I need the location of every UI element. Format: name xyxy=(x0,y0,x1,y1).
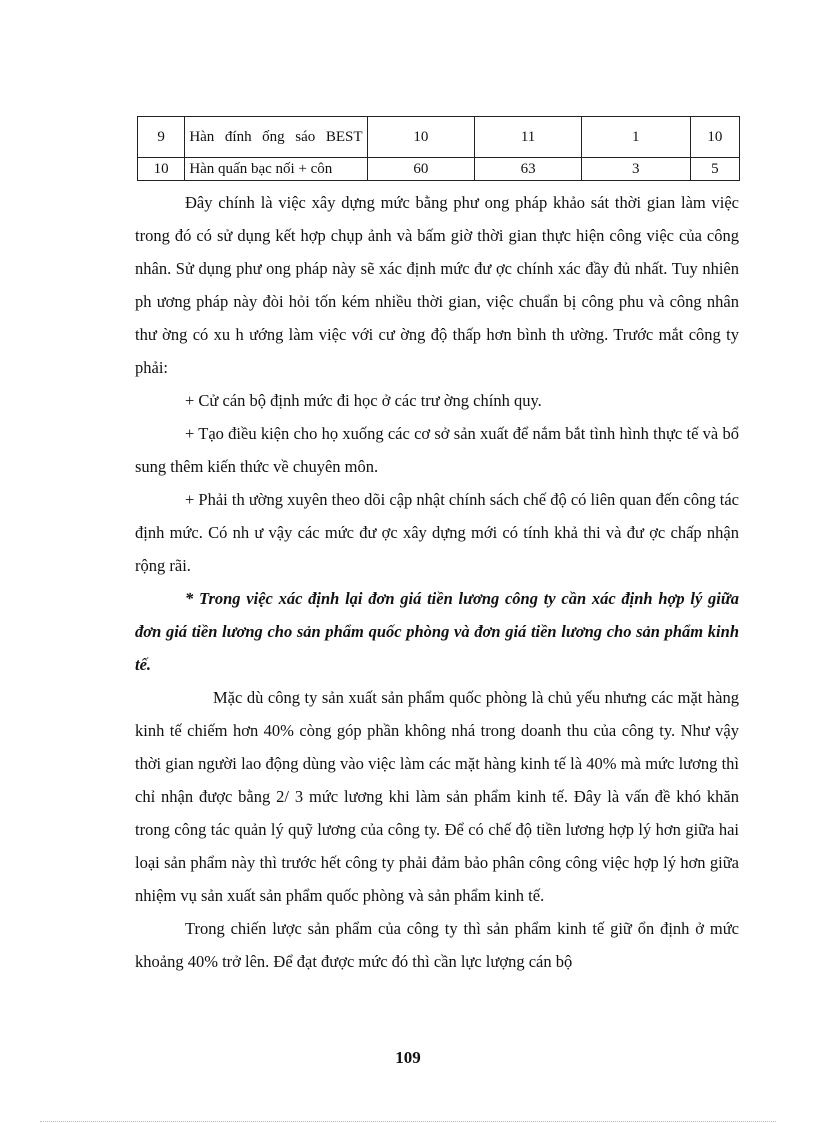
bullet-item: + Phải th ường xuyên theo dõi cập nhật chính sách chế độ có liên quan đến công tác định mức. Có nh ư vậy các mức đư ợc xây dựng mới có tính khả thi và đư ợc chấp nhận rộng rãi. xyxy=(135,490,739,575)
value-cell: 3 xyxy=(581,158,690,181)
page-number: 109 xyxy=(395,1048,421,1067)
bottom-divider xyxy=(40,1121,776,1122)
task-name: Hàn quấn bạc nối + côn xyxy=(185,158,367,181)
value-cell: 11 xyxy=(475,117,582,158)
value-cell: 5 xyxy=(690,158,739,181)
bullet-item: + Tạo điều kiện cho họ xuống các cơ sở sản xuất để nắm bắt tình hình thực tế và bổ sung thêm kiến thức về chuyên môn. xyxy=(135,424,739,476)
task-name: Hàn đính ống sáo BEST xyxy=(185,117,367,158)
data-table xyxy=(137,116,740,181)
bullet-item: + Cử cán bộ định mức đi học ở các trư ờng chính quy. xyxy=(185,391,542,410)
section-heading: * Trong việc xác định lại đơn giá tiền lương công ty cần xác định hợp lý giữa đơn giá tiền lương cho sản phẩm quốc phòng và đơn giá tiền lương cho sản phẩm kinh tế. xyxy=(135,589,739,674)
value-cell: 63 xyxy=(475,158,582,181)
row-number: 10 xyxy=(138,158,185,181)
value-cell: 10 xyxy=(367,117,475,158)
paragraph: Mặc dù công ty sản xuất sản phẩm quốc phòng là chủ yếu nhưng các mặt hàng kinh tế chiếm hơn 40% còng góp phần không nhá trong doanh thu của công ty. Như vậy thời gian người lao động dùng vào việc làm các mặt hàng kinh tế là 40% mà mức lương thì chỉ nhận được bằng 2/ 3 mức lương khi làm sản phẩm kinh tế. Đây là vấn đề khó khăn trong công tác quản lý quỹ lương của công ty. Để có chế độ tiền lương hợp lý hơn giữa hai loại sản phẩm này thì trước hết công ty phải đảm bảo phân công công việc hợp lý hơn giữa nhiệm vụ sản xuất sản phẩm quốc phòng và sản phẩm kinh tế. xyxy=(135,688,739,905)
value-cell: 1 xyxy=(581,117,690,158)
paragraph: Đây chính là việc xây dựng mức bằng phư ong pháp khảo sát thời gian làm việc trong đó có sử dụng kết hợp chụp ảnh và bấm giờ thời gian thực hiện công việc của công nhân. Sử dụng phư ong pháp này sẽ xác định mức đư ợc chính xác đầy đủ nhất. Tuy nhiên ph ương pháp này đòi hỏi tốn kém nhiều thời gian, việc chuẩn bị công phu và công nhân thư ờng có xu h ướng làm việc với cư ờng độ thấp hơn bình th ường. Trước mắt công ty phải: xyxy=(135,193,739,377)
paragraph: Trong chiến lược sản phẩm của công ty thì sản phẩm kinh tế giữ ổn định ở mức khoảng 40% trở lên. Để đạt được mức đó thì cần lực lượng cán bộ xyxy=(135,919,739,971)
value-cell: 10 xyxy=(690,117,739,158)
table-row xyxy=(138,158,740,181)
row-number: 9 xyxy=(138,117,185,158)
body-text xyxy=(135,186,739,978)
value-cell: 60 xyxy=(367,158,475,181)
table-row xyxy=(138,117,740,158)
